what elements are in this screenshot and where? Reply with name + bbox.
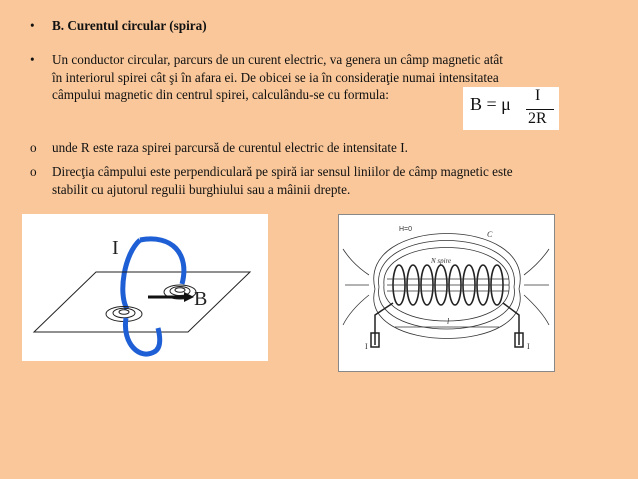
loop-diagram bbox=[22, 214, 268, 361]
current-right-label: I bbox=[527, 342, 530, 351]
bullet-marker: • bbox=[30, 18, 35, 33]
curve-label: C bbox=[487, 230, 493, 239]
loop-back-arc bbox=[123, 240, 140, 309]
length-label: l bbox=[447, 317, 450, 326]
solenoid-diagram bbox=[338, 214, 555, 372]
subitem-marker: o bbox=[30, 140, 37, 155]
loop-front-arc-top bbox=[140, 239, 184, 284]
description-line-1: Un conductor circular, parcurs de un curent electric, va genera un câmp magnetic atât bbox=[52, 52, 503, 67]
description-line-3: câmpului magnetic din centrul spirei, calculându-se cu formula: bbox=[52, 87, 389, 102]
field-label: B bbox=[194, 288, 208, 310]
subitem-direction-text bbox=[52, 163, 626, 198]
formula-numerator: I bbox=[535, 87, 541, 104]
plane-outline bbox=[34, 272, 250, 332]
current-left-label: I bbox=[365, 342, 368, 351]
current-label: I bbox=[112, 237, 119, 259]
formula-lhs: B = μ bbox=[470, 94, 511, 114]
loop-front-arc-bottom bbox=[125, 318, 159, 354]
loop-diagram-svg bbox=[22, 214, 268, 361]
subitem-marker: o bbox=[30, 164, 37, 179]
subitem-radius-text: unde R este raza spirei parcursă de curentul electric de intensitate I. bbox=[52, 140, 408, 155]
outer-field-lines bbox=[343, 234, 549, 339]
field-circle bbox=[119, 310, 129, 315]
section-title: B. Curentul circular (spira) bbox=[52, 18, 207, 33]
direction-line-1: Direcţia câmpului este perpendiculară pe spiră iar sensul liniilor de câmp magnetic este bbox=[52, 164, 513, 179]
turns-label: N spire bbox=[431, 257, 452, 265]
field-circle bbox=[175, 288, 185, 293]
direction-line-2: stabilit cu ajutorul regulii burghiului sau a mâinii drepte. bbox=[52, 181, 351, 197]
formula-image bbox=[463, 87, 559, 130]
formula-denominator: 2R bbox=[528, 110, 547, 127]
top-label: H=0 bbox=[399, 226, 413, 233]
bullet-marker: • bbox=[30, 52, 35, 67]
description-line-2: în interiorul spirei cât şi în afara ei. De obicei se ia în consideraţie numai intensitatea bbox=[52, 69, 499, 85]
solenoid-diagram-svg bbox=[339, 215, 554, 371]
